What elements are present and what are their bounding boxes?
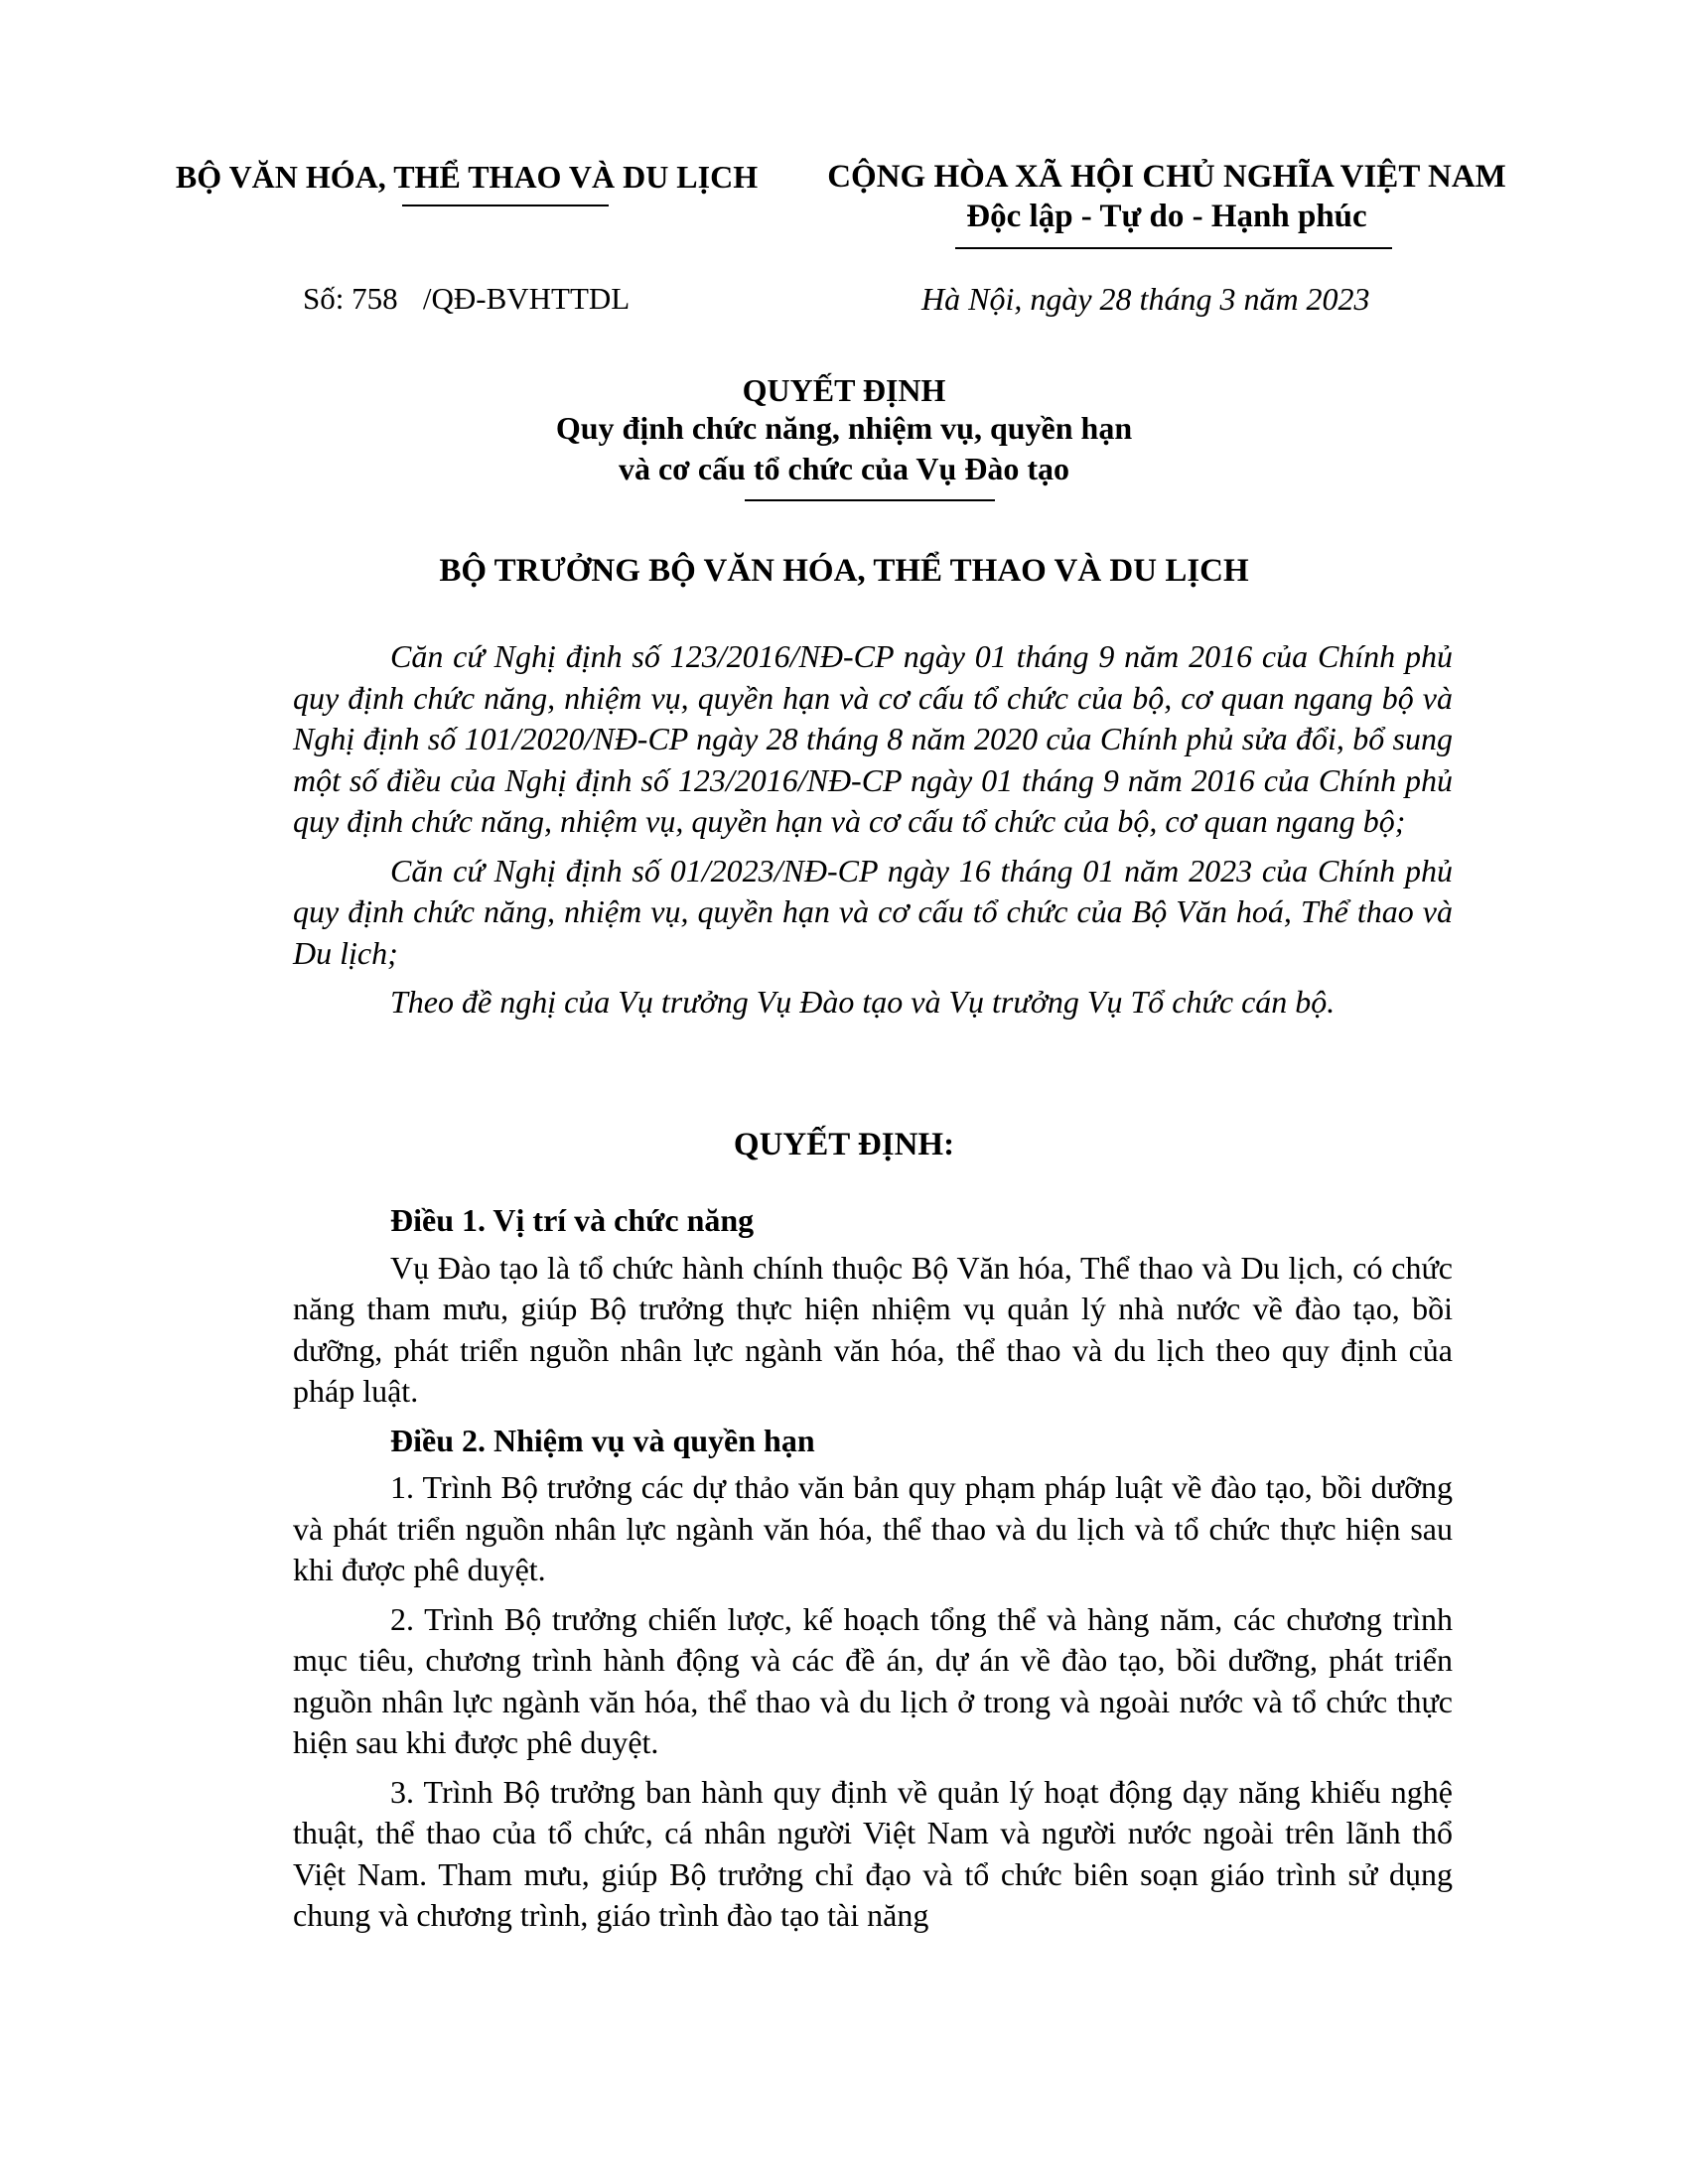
preamble-paragraph: Căn cứ Nghị định số 01/2023/NĐ-CP ngày 16 tháng 01 năm 2023 của Chính phủ quy định chức năng, nhiệm vụ, quyền hạn và cơ cấu tổ chức của Bộ Văn hoá, Thể thao và Du lịch; (293, 852, 1453, 971)
document-number (303, 281, 630, 317)
article-2-heading: Điều 2. Nhiệm vụ và quyền hạn (390, 1422, 815, 1458)
motto-underline (955, 247, 1392, 249)
preamble (293, 636, 1453, 1031)
document-date: Hà Nội, ngày 28 tháng 3 năm 2023 (921, 281, 1370, 317)
national-title: CỘNG HÒA XÃ HỘI CHỦ NGHĨA VIỆT NAM (827, 159, 1506, 195)
document-kind: QUYẾT ĐỊNH (742, 372, 946, 408)
document-subject-line-1: Quy định chức năng, nhiệm vụ, quyền hạn (555, 410, 1133, 446)
article-2-item: 2. Trình Bộ trưởng chiến lược, kế hoạch tổng thể và hàng năm, các chương trình mục tiêu, chương trình hành động và các đề án, dự án về đào tạo, bồi dưỡng, phát triển nguồn nhân lực ngành văn hóa, thể thao và du lịch ở trong và ngoài nước và tổ chức thực hiện sau khi được phê duyệt. (293, 1600, 1453, 1760)
issuing-agency: BỘ VĂN HÓA, THỂ THAO VÀ DU LỊCH (175, 159, 759, 195)
document-number-suffix: /QĐ-BVHTTDL (422, 281, 631, 316)
preamble-paragraph: Căn cứ Nghị định số 123/2016/NĐ-CP ngày 01 tháng 9 năm 2016 của Chính phủ quy định chức năng, nhiệm vụ, quyền hạn và cơ cấu tổ chức của bộ, cơ quan ngang bộ và Nghị định số 101/2020/NĐ-CP ngày 28 tháng 8 năm 2020 của Chính phủ sửa đổi, bổ sung một số điều của Nghị định số 123/2016/NĐ-CP ngày 01 tháng 9 năm 2016 của Chính phủ quy định chức năng, nhiệm vụ, quyền hạn và cơ cấu tổ chức của bộ, cơ quan ngang bộ; (293, 638, 1453, 839)
decision-heading: QUYẾT ĐỊNH: (733, 1127, 955, 1162)
preamble-paragraph: Theo đề nghị của Vụ trưởng Vụ Đào tạo và Vụ trưởng Vụ Tổ chức cán bộ. (390, 984, 1336, 1020)
article-1-text: Vụ Đào tạo là tổ chức hành chính thuộc Bộ Văn hóa, Thể thao và Du lịch, có chức năng tham mưu, giúp Bộ trưởng thực hiện nhiệm vụ quản lý nhà nước về đào tạo, bồi dưỡng, phát triển nguồn nhân lực ngành văn hóa, thể thao và du lịch theo quy định của pháp luật. (293, 1249, 1453, 1409)
article-1-heading: Điều 1. Vị trí và chức năng (390, 1202, 755, 1238)
document-number-prefix: Số: (303, 281, 345, 316)
articles (293, 1200, 1453, 1945)
issuer-title: BỘ TRƯỞNG BỘ VĂN HÓA, THỂ THAO VÀ DU LỊCH (439, 553, 1249, 589)
agency-underline (402, 205, 609, 206)
title-underline (745, 499, 995, 501)
article-2-item: 1. Trình Bộ trưởng các dự thảo văn bản quy phạm pháp luật về đào tạo, bồi dưỡng và phát triển nguồn nhân lực ngành văn hóa, thể thao và du lịch và tổ chức thực hiện sau khi được phê duyệt. (293, 1469, 1453, 1587)
national-motto: Độc lập - Tự do - Hạnh phúc (966, 199, 1367, 234)
document-number-value: 758 (352, 281, 398, 316)
article-2-item: 3. Trình Bộ trưởng ban hành quy định về quản lý hoạt động dạy năng khiếu nghệ thuật, thể thao của tổ chức, cá nhân người Việt Nam và người nước ngoài trên lãnh thổ Việt Nam. Tham mưu, giúp Bộ trưởng chỉ đạo và tổ chức biên soạn giáo trình sử dụng chung và chương trình, giáo trình đào tạo tài năng (293, 1773, 1453, 1933)
document-subject-line-2: và cơ cấu tổ chức của Vụ Đào tạo (618, 451, 1070, 486)
